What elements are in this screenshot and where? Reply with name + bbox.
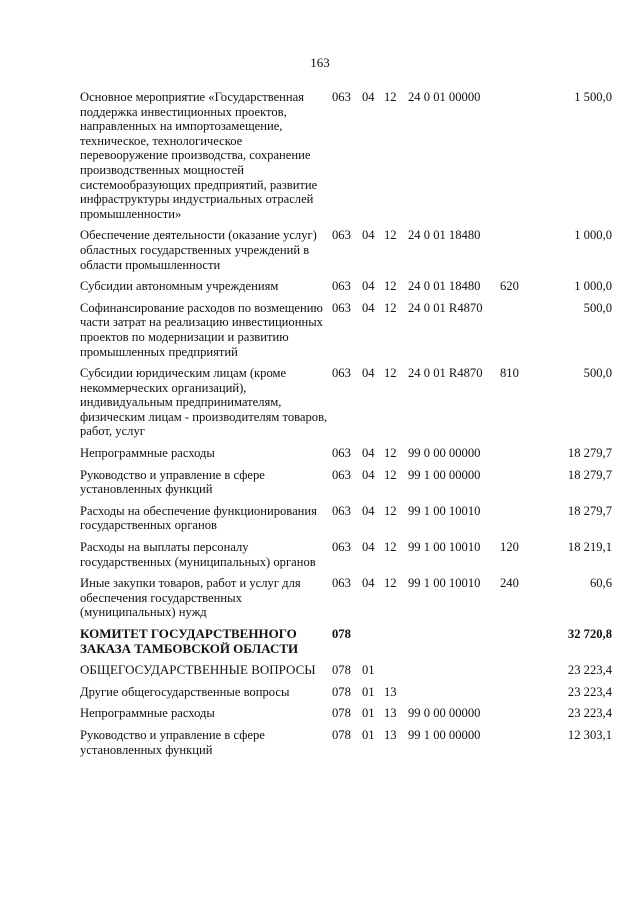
- table-row: [80, 728, 612, 764]
- table-row: [80, 540, 612, 576]
- row-vr-code: [500, 728, 530, 764]
- row-pr-code: 12: [384, 228, 397, 243]
- row-pr-code: 12: [384, 446, 397, 461]
- row-vr-code: [500, 301, 530, 366]
- row-rz-code: 04: [362, 300, 375, 315]
- row-name: Иные закупки товаров, работ и услуг для обеспечения государственных (муниципальных) нужд: [80, 576, 301, 620]
- row-sum: 23 223,4: [567, 706, 612, 721]
- row-rz-code: 04: [362, 446, 375, 461]
- row-pr-code: 13: [384, 684, 397, 699]
- row-sum: 23 223,4: [567, 663, 612, 678]
- page-number: 163: [310, 55, 330, 70]
- row-csr-code: 99 0 00 00000: [408, 706, 481, 721]
- table-row: [80, 685, 612, 707]
- row-sum: 1 000,0: [574, 228, 612, 243]
- row-vr-code: 120: [500, 540, 519, 555]
- row-gr-code: 063: [332, 503, 351, 518]
- row-vr-code: [500, 685, 530, 707]
- row-pr-code: 12: [384, 467, 397, 482]
- table-row: [80, 504, 612, 540]
- row-gr-code: 063: [332, 540, 351, 555]
- row-csr-code: [408, 685, 500, 707]
- row-sum: 18 279,7: [567, 446, 612, 461]
- table-row: [80, 301, 612, 366]
- row-csr-code: 24 0 01 R4870: [408, 300, 483, 315]
- row-rz-code: 04: [362, 90, 375, 104]
- row-pr-code: 13: [384, 706, 397, 721]
- table-row: [80, 279, 612, 301]
- row-name: Руководство и управление в сфере установленных функций: [80, 727, 265, 757]
- table-row: [80, 228, 612, 279]
- row-name: Основное мероприятие «Государственная поддержка инвестиционных проектов, направленных на импортозамещение, техническое, технологическое перевооружение производства, сохранение производственных мощностей системообразующих предприятий, развитие инфраструктуры индустриальных отраслей промышленности»: [80, 90, 318, 221]
- row-vr-code: 620: [500, 279, 519, 294]
- row-sum: 1 000,0: [574, 279, 612, 294]
- row-gr-code: 078: [332, 727, 351, 742]
- row-sum: 12 303,1: [567, 727, 612, 742]
- row-csr-code: [408, 627, 500, 663]
- table-row: [80, 706, 612, 728]
- row-name: Обеспечение деятельности (оказание услуг) областных государственных учреждений в области промышленности: [80, 228, 317, 272]
- row-gr-code: 078: [332, 663, 351, 678]
- row-sum: 1 500,0: [574, 90, 612, 104]
- row-vr-code: 810: [500, 366, 519, 381]
- row-rz-code: 04: [362, 366, 375, 381]
- row-gr-code: 063: [332, 576, 351, 591]
- row-name: Руководство и управление в сфере установленных функций: [80, 467, 265, 497]
- row-rz-code: 01: [362, 663, 375, 678]
- row-name: Расходы на обеспечение функционирования государственных органов: [80, 503, 317, 533]
- row-name: ОБЩЕГОСУДАРСТВЕННЫЕ ВОПРОСЫ: [80, 662, 316, 678]
- row-vr-code: [500, 504, 530, 540]
- row-csr-code: 99 1 00 10010: [408, 540, 481, 555]
- table-row: [80, 90, 612, 228]
- row-rz-code: 04: [362, 467, 375, 482]
- row-rz-code: 04: [362, 228, 375, 243]
- row-gr-code: 063: [332, 467, 351, 482]
- row-gr-code: 078: [332, 706, 351, 721]
- row-name: Непрограммные расходы: [80, 446, 215, 461]
- row-sum: 32 720,8: [567, 627, 612, 641]
- row-vr-code: 240: [500, 576, 519, 591]
- row-rz-code: 04: [362, 279, 375, 294]
- row-csr-code: 24 0 01 18480: [408, 228, 481, 243]
- row-csr-code: [408, 663, 500, 685]
- row-gr-code: 063: [332, 279, 351, 294]
- row-csr-code: 24 0 01 18480: [408, 279, 481, 294]
- row-rz-code: 04: [362, 540, 375, 555]
- row-name: Непрограммные расходы: [80, 706, 215, 721]
- row-pr-code: 12: [384, 540, 397, 555]
- row-csr-code: 24 0 01 R4870: [408, 366, 483, 381]
- row-pr-code: 12: [384, 300, 397, 315]
- row-sum: 60,6: [589, 576, 612, 591]
- row-rz-code: 01: [362, 706, 375, 721]
- table-row: [80, 627, 612, 663]
- row-name: Другие общегосударственные вопросы: [80, 684, 290, 699]
- row-vr-code: [500, 468, 530, 504]
- row-name: КОМИТЕТ ГОСУДАРСТВЕННОГО ЗАКАЗА ТАМБОВСКОЙ ОБЛАСТИ: [80, 626, 299, 656]
- row-name: Расходы на выплаты персоналу государственных (муниципальных) органов: [80, 540, 316, 569]
- row-gr-code: 063: [332, 90, 351, 104]
- row-pr-code: 12: [384, 503, 397, 518]
- row-rz-code: 01: [362, 727, 375, 742]
- row-rz-code: 04: [362, 503, 375, 518]
- row-name: Субсидии автономным учреждениям: [80, 279, 279, 294]
- row-gr-code: 078: [332, 684, 351, 699]
- row-vr-code: [500, 627, 530, 663]
- budget-table: [80, 90, 612, 764]
- row-csr-code: 99 1 00 00000: [408, 467, 481, 482]
- table-row: [80, 366, 612, 446]
- row-sum: 18 279,7: [567, 467, 612, 482]
- row-rz-code: 04: [362, 576, 375, 591]
- row-gr-code: 063: [332, 366, 351, 381]
- row-sum: 18 279,7: [567, 503, 612, 518]
- row-pr-code: [384, 627, 408, 663]
- row-sum: 23 223,4: [567, 684, 612, 699]
- row-csr-code: 99 1 00 00000: [408, 727, 481, 742]
- row-pr-code: 12: [384, 366, 397, 381]
- row-sum: 500,0: [583, 366, 612, 381]
- row-pr-code: 12: [384, 279, 397, 294]
- row-rz-code: [362, 627, 384, 663]
- row-vr-code: [500, 228, 530, 279]
- row-sum: 18 219,1: [567, 540, 612, 555]
- table-row: [80, 446, 612, 468]
- row-name: Софинансирование расходов по возмещению части затрат на реализацию инвестиционных проектов по модернизации и развитию промышленных предприятий: [80, 300, 323, 359]
- row-pr-code: 13: [384, 727, 397, 742]
- row-rz-code: 01: [362, 684, 375, 699]
- row-gr-code: 063: [332, 228, 351, 243]
- table-row: [80, 468, 612, 504]
- row-pr-code: [384, 663, 408, 685]
- row-pr-code: 12: [384, 576, 397, 591]
- row-gr-code: 063: [332, 300, 351, 315]
- row-vr-code: [500, 706, 530, 728]
- row-name: Субсидии юридическим лицам (кроме некоммерческих организаций), индивидуальным предпринимателям, физическим лицам - производителям товаров, работ, услуг: [80, 366, 328, 439]
- table-row: [80, 663, 612, 685]
- table-row: [80, 576, 612, 627]
- row-gr-code: 063: [332, 446, 351, 461]
- row-gr-code: 078: [332, 627, 351, 641]
- row-csr-code: 24 0 01 00000: [408, 90, 481, 104]
- row-pr-code: 12: [384, 90, 397, 104]
- row-csr-code: 99 1 00 10010: [408, 576, 481, 591]
- row-csr-code: 99 0 00 00000: [408, 446, 481, 461]
- row-vr-code: [500, 663, 530, 685]
- row-vr-code: [500, 446, 530, 468]
- row-vr-code: [500, 90, 530, 228]
- row-sum: 500,0: [583, 300, 612, 315]
- row-csr-code: 99 1 00 10010: [408, 503, 481, 518]
